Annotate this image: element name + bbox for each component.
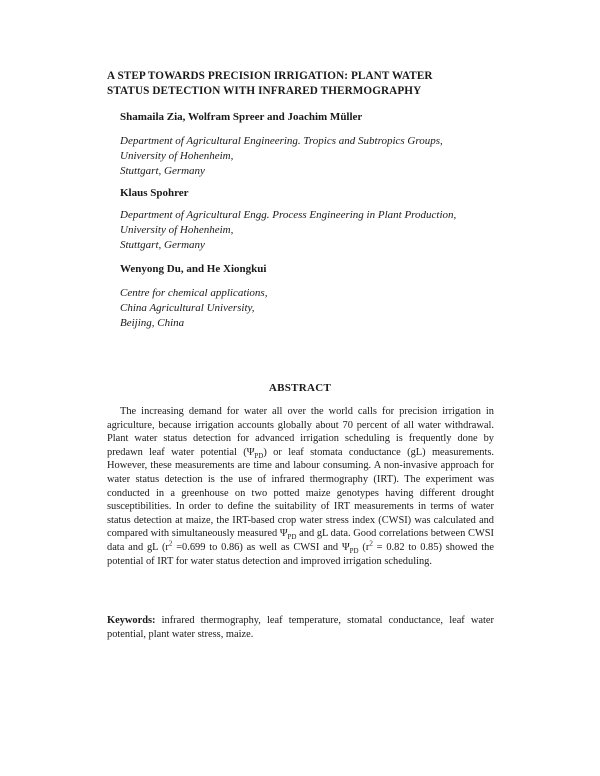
affiliation-1-line-2: University of Hohenheim, <box>120 150 234 162</box>
author-names-2: Klaus Spohrer <box>120 187 189 199</box>
abstract-part-2: ) or leaf stomata conductance (gL) measurements. However, these measurements are time and labour consuming. A non-invasive approach for water status detection is the use of infrared thermography (IRT). The experiment was conducted in a greenhouse on two potted maize genotypes having different drought susceptibilities. In order to define the suitability of IRT measurements in terms of water status detection at maize, the IRT-based crop water stress index (CWSI) was calculated and compared with simultaneously measured <box>107 446 494 540</box>
psi-symbol: Ψ <box>246 446 255 458</box>
psi-symbol: Ψ <box>341 541 350 553</box>
abstract-part-3: and gL data. Good correlations between CWSI data and gL (r <box>107 528 494 553</box>
affiliation-3-line-2: China Agricultural University, <box>120 302 255 314</box>
pd-subscript: PD <box>349 547 359 556</box>
title-line-1: A STEP TOWARDS PRECISION IRRIGATION: PLANT WATER <box>107 70 433 82</box>
keywords-paragraph <box>107 614 494 641</box>
abstract-part-1: The increasing demand for water all over the world calls for precision irrigation in agriculture, because irrigation accounts globally about 70 percent of all water withdrawal. Plant water status detection for advanced irrigation scheduling is frequently done by predawn leaf water potential ( <box>107 406 494 458</box>
affiliation-3-line-1: Centre for chemical applications, <box>120 287 268 299</box>
abstract-part-5: (r <box>358 541 370 553</box>
author-names-3: Wenyong Du, and He Xiongkui <box>120 263 267 275</box>
pd-subscript: PD <box>254 451 264 460</box>
affiliation-1-line-1: Department of Agricultural Engineering. Tropics and Subtropics Groups, <box>120 135 443 147</box>
affiliation-2-line-3: Stuttgart, Germany <box>120 239 205 251</box>
keywords-text: infrared thermography, leaf temperature, stomatal conductance, leaf water potential, plant water stress, maize. <box>107 615 494 640</box>
author-names-1: Shamaila Zia, Wolfram Spreer and Joachim Müller <box>120 111 363 123</box>
affiliation-2 <box>120 208 500 253</box>
abstract-text <box>107 405 494 568</box>
affiliation-1 <box>120 134 500 179</box>
affiliation-1-line-3: Stuttgart, Germany <box>120 165 205 177</box>
pd-subscript: PD <box>287 533 297 542</box>
abstract-heading: ABSTRACT <box>268 382 332 394</box>
keywords-label: Keywords: <box>107 615 156 626</box>
affiliation-3-line-3: Beijing, China <box>120 317 185 329</box>
affiliation-3 <box>120 286 500 331</box>
r-squared-superscript: 2 <box>168 539 173 548</box>
affiliation-2-line-1: Department of Agricultural Engg. Process Engineering in Plant Production, <box>120 209 457 221</box>
affiliation-2-line-2: University of Hohenheim, <box>120 224 234 236</box>
psi-symbol: Ψ <box>279 528 288 540</box>
abstract-part-4: =0.699 to 0.86) as well as CWSI and <box>172 541 342 553</box>
paper-title <box>107 69 497 99</box>
r-squared-superscript: 2 <box>369 539 373 548</box>
abstract-part-6: = 0.82 to 0.85) showed the potential of IRT for water status detection and improved irrigation scheduling. <box>107 541 494 567</box>
title-line-2: STATUS DETECTION WITH INFRARED THERMOGRAPHY <box>107 85 422 97</box>
